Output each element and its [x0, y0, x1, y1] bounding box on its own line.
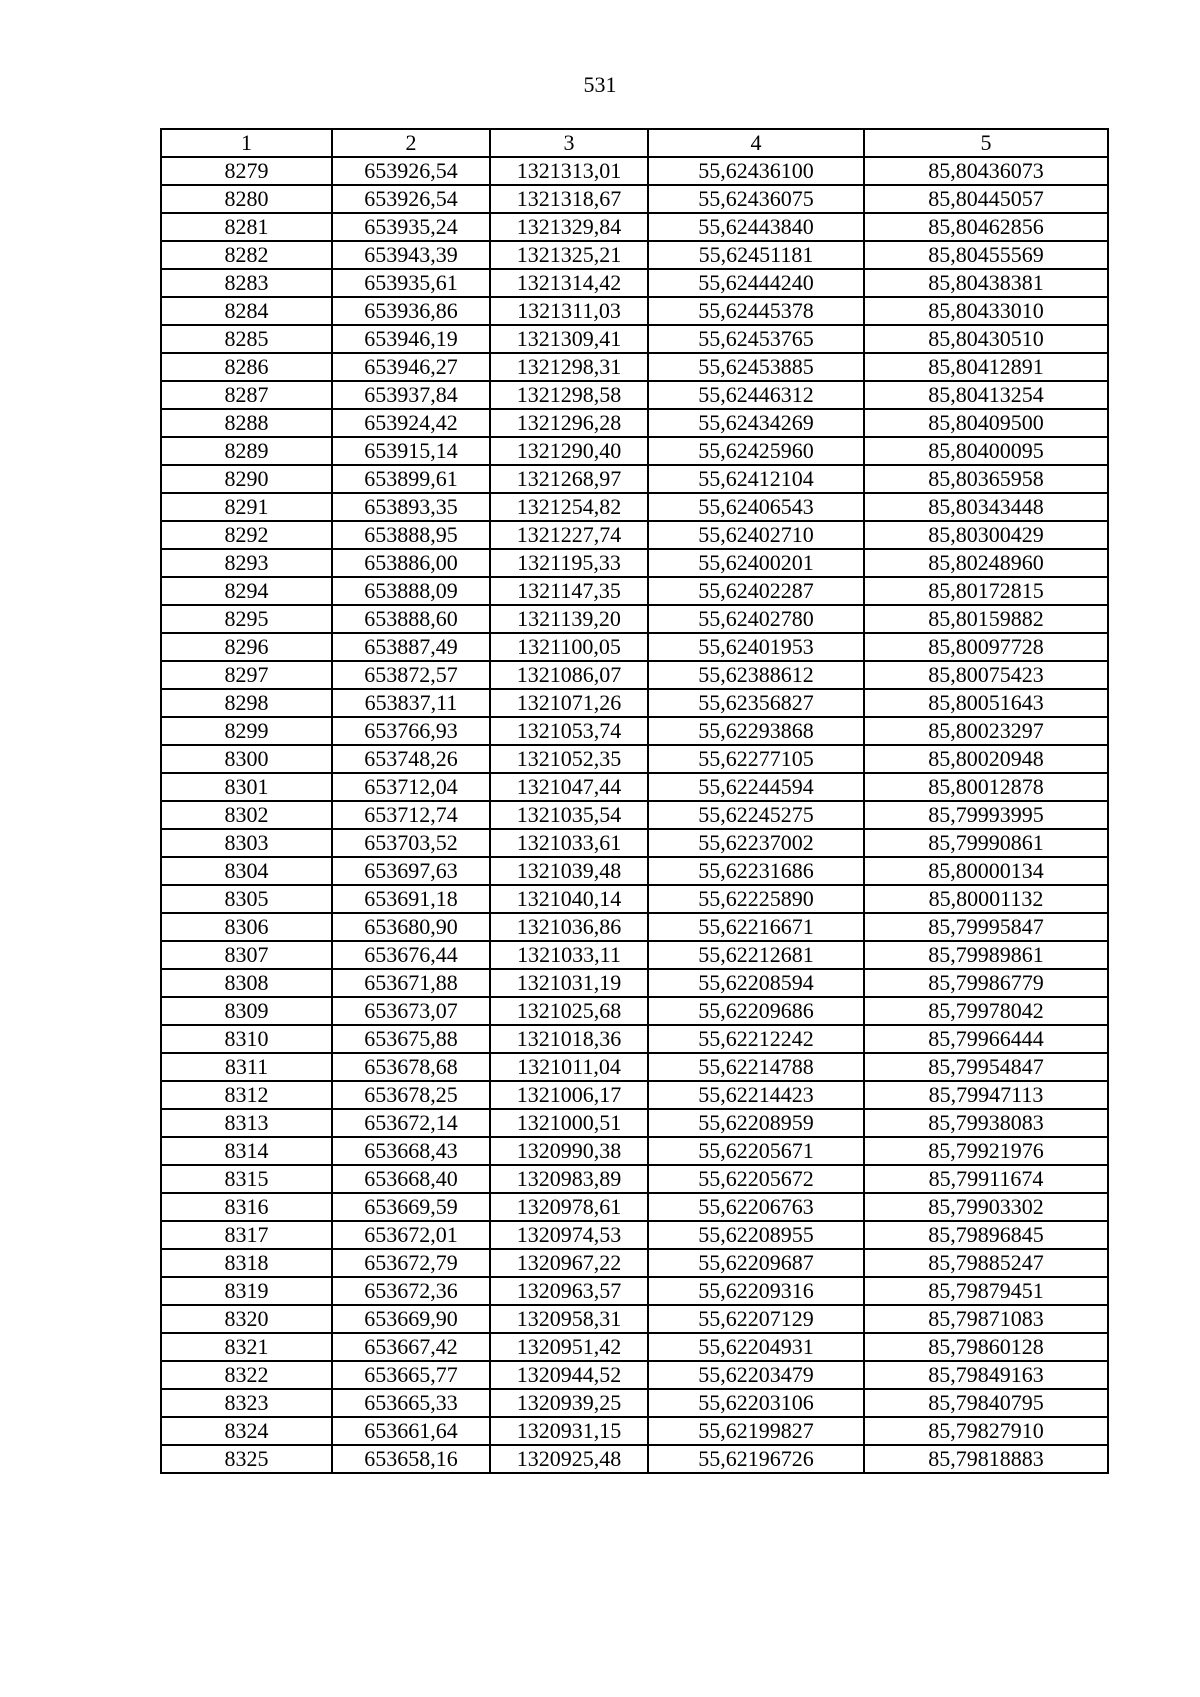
- table-row: [161, 465, 1108, 493]
- longitude-cell: 85,80433010: [864, 297, 1108, 325]
- table-row: [161, 941, 1108, 969]
- y-coordinate-cell: 1320990,38: [490, 1137, 648, 1165]
- x-coordinate-cell: 653668,40: [332, 1165, 490, 1193]
- longitude-cell: 85,80436073: [864, 157, 1108, 185]
- point-number-cell: 8294: [161, 577, 332, 605]
- latitude-cell: 55,62425960: [648, 437, 864, 465]
- point-number-cell: 8286: [161, 353, 332, 381]
- latitude-cell: 55,62444240: [648, 269, 864, 297]
- x-coordinate-cell: 653712,04: [332, 773, 490, 801]
- point-number-cell: 8299: [161, 717, 332, 745]
- point-number-cell: 8308: [161, 969, 332, 997]
- latitude-cell: 55,62356827: [648, 689, 864, 717]
- table-row: [161, 241, 1108, 269]
- table-row: [161, 745, 1108, 773]
- x-coordinate-cell: 653872,57: [332, 661, 490, 689]
- latitude-cell: 55,62436075: [648, 185, 864, 213]
- latitude-cell: 55,62199827: [648, 1417, 864, 1445]
- point-number-cell: 8314: [161, 1137, 332, 1165]
- y-coordinate-cell: 1321100,05: [490, 633, 648, 661]
- x-coordinate-cell: 653669,90: [332, 1305, 490, 1333]
- latitude-cell: 55,62216671: [648, 913, 864, 941]
- x-coordinate-cell: 653678,25: [332, 1081, 490, 1109]
- y-coordinate-cell: 1321329,84: [490, 213, 648, 241]
- longitude-cell: 85,80051643: [864, 689, 1108, 717]
- y-coordinate-cell: 1321318,67: [490, 185, 648, 213]
- longitude-cell: 85,79879451: [864, 1277, 1108, 1305]
- point-number-cell: 8279: [161, 157, 332, 185]
- point-number-cell: 8300: [161, 745, 332, 773]
- y-coordinate-cell: 1320983,89: [490, 1165, 648, 1193]
- x-coordinate-cell: 653887,49: [332, 633, 490, 661]
- table-row: [161, 801, 1108, 829]
- table-row: [161, 829, 1108, 857]
- latitude-cell: 55,62208959: [648, 1109, 864, 1137]
- latitude-cell: 55,62203106: [648, 1389, 864, 1417]
- longitude-cell: 85,80445057: [864, 185, 1108, 213]
- longitude-cell: 85,79938083: [864, 1109, 1108, 1137]
- point-number-cell: 8317: [161, 1221, 332, 1249]
- point-number-cell: 8312: [161, 1081, 332, 1109]
- x-coordinate-cell: 653680,90: [332, 913, 490, 941]
- table-body: [161, 157, 1108, 1473]
- x-coordinate-cell: 653697,63: [332, 857, 490, 885]
- point-number-cell: 8310: [161, 1025, 332, 1053]
- column-header: 1: [161, 129, 332, 157]
- longitude-cell: 85,79921976: [864, 1137, 1108, 1165]
- latitude-cell: 55,62209316: [648, 1277, 864, 1305]
- latitude-cell: 55,62402287: [648, 577, 864, 605]
- latitude-cell: 55,62209687: [648, 1249, 864, 1277]
- table-row: [161, 409, 1108, 437]
- longitude-cell: 85,79849163: [864, 1361, 1108, 1389]
- latitude-cell: 55,62451181: [648, 241, 864, 269]
- y-coordinate-cell: 1321268,97: [490, 465, 648, 493]
- x-coordinate-cell: 653691,18: [332, 885, 490, 913]
- latitude-cell: 55,62225890: [648, 885, 864, 913]
- longitude-cell: 85,80462856: [864, 213, 1108, 241]
- point-number-cell: 8303: [161, 829, 332, 857]
- latitude-cell: 55,62446312: [648, 381, 864, 409]
- column-header: 2: [332, 129, 490, 157]
- point-number-cell: 8283: [161, 269, 332, 297]
- table-row: [161, 1109, 1108, 1137]
- latitude-cell: 55,62212681: [648, 941, 864, 969]
- longitude-cell: 85,80455569: [864, 241, 1108, 269]
- table-row: [161, 213, 1108, 241]
- y-coordinate-cell: 1320967,22: [490, 1249, 648, 1277]
- y-coordinate-cell: 1320958,31: [490, 1305, 648, 1333]
- longitude-cell: 85,80023297: [864, 717, 1108, 745]
- latitude-cell: 55,62231686: [648, 857, 864, 885]
- latitude-cell: 55,62436100: [648, 157, 864, 185]
- point-number-cell: 8319: [161, 1277, 332, 1305]
- longitude-cell: 85,80172815: [864, 577, 1108, 605]
- table-row: [161, 1081, 1108, 1109]
- table-row: [161, 1361, 1108, 1389]
- y-coordinate-cell: 1321071,26: [490, 689, 648, 717]
- y-coordinate-cell: 1321254,82: [490, 493, 648, 521]
- longitude-cell: 85,79911674: [864, 1165, 1108, 1193]
- latitude-cell: 55,62214423: [648, 1081, 864, 1109]
- latitude-cell: 55,62412104: [648, 465, 864, 493]
- point-number-cell: 8280: [161, 185, 332, 213]
- longitude-cell: 85,79989861: [864, 941, 1108, 969]
- table-row: [161, 1445, 1108, 1473]
- point-number-cell: 8281: [161, 213, 332, 241]
- x-coordinate-cell: 653675,88: [332, 1025, 490, 1053]
- table-row: [161, 689, 1108, 717]
- point-number-cell: 8315: [161, 1165, 332, 1193]
- x-coordinate-cell: 653665,77: [332, 1361, 490, 1389]
- table-row: [161, 885, 1108, 913]
- x-coordinate-cell: 653672,36: [332, 1277, 490, 1305]
- table-row: [161, 913, 1108, 941]
- table-row: [161, 325, 1108, 353]
- table-row: [161, 381, 1108, 409]
- point-number-cell: 8292: [161, 521, 332, 549]
- y-coordinate-cell: 1321296,28: [490, 409, 648, 437]
- longitude-cell: 85,80438381: [864, 269, 1108, 297]
- x-coordinate-cell: 653886,00: [332, 549, 490, 577]
- latitude-cell: 55,62203479: [648, 1361, 864, 1389]
- longitude-cell: 85,80097728: [864, 633, 1108, 661]
- x-coordinate-cell: 653658,16: [332, 1445, 490, 1473]
- x-coordinate-cell: 653946,27: [332, 353, 490, 381]
- table-row: [161, 661, 1108, 689]
- table-row: [161, 1389, 1108, 1417]
- y-coordinate-cell: 1320974,53: [490, 1221, 648, 1249]
- y-coordinate-cell: 1321033,11: [490, 941, 648, 969]
- column-header: 5: [864, 129, 1108, 157]
- longitude-cell: 85,80413254: [864, 381, 1108, 409]
- longitude-cell: 85,79860128: [864, 1333, 1108, 1361]
- table-header-row: [161, 129, 1108, 157]
- longitude-cell: 85,80001132: [864, 885, 1108, 913]
- latitude-cell: 55,62402710: [648, 521, 864, 549]
- point-number-cell: 8288: [161, 409, 332, 437]
- table-row: [161, 157, 1108, 185]
- longitude-cell: 85,80248960: [864, 549, 1108, 577]
- point-number-cell: 8322: [161, 1361, 332, 1389]
- longitude-cell: 85,79990861: [864, 829, 1108, 857]
- x-coordinate-cell: 653766,93: [332, 717, 490, 745]
- table-row: [161, 437, 1108, 465]
- point-number-cell: 8306: [161, 913, 332, 941]
- x-coordinate-cell: 653703,52: [332, 829, 490, 857]
- latitude-cell: 55,62208594: [648, 969, 864, 997]
- table-row: [161, 549, 1108, 577]
- table-row: [161, 1025, 1108, 1053]
- x-coordinate-cell: 653676,44: [332, 941, 490, 969]
- longitude-cell: 85,80012878: [864, 773, 1108, 801]
- point-number-cell: 8311: [161, 1053, 332, 1081]
- latitude-cell: 55,62209686: [648, 997, 864, 1025]
- table-row: [161, 1277, 1108, 1305]
- latitude-cell: 55,62402780: [648, 605, 864, 633]
- x-coordinate-cell: 653935,24: [332, 213, 490, 241]
- x-coordinate-cell: 653888,95: [332, 521, 490, 549]
- point-number-cell: 8282: [161, 241, 332, 269]
- column-header: 4: [648, 129, 864, 157]
- x-coordinate-cell: 653926,54: [332, 185, 490, 213]
- latitude-cell: 55,62443840: [648, 213, 864, 241]
- table-row: [161, 1249, 1108, 1277]
- x-coordinate-cell: 653899,61: [332, 465, 490, 493]
- longitude-cell: 85,80075423: [864, 661, 1108, 689]
- table-row: [161, 1053, 1108, 1081]
- x-coordinate-cell: 653661,64: [332, 1417, 490, 1445]
- page-number: 531: [583, 72, 617, 97]
- y-coordinate-cell: 1321309,41: [490, 325, 648, 353]
- point-number-cell: 8324: [161, 1417, 332, 1445]
- table-row: [161, 857, 1108, 885]
- y-coordinate-cell: 1321139,20: [490, 605, 648, 633]
- y-coordinate-cell: 1321040,14: [490, 885, 648, 913]
- y-coordinate-cell: 1321000,51: [490, 1109, 648, 1137]
- x-coordinate-cell: 653924,42: [332, 409, 490, 437]
- y-coordinate-cell: 1321147,35: [490, 577, 648, 605]
- latitude-cell: 55,62277105: [648, 745, 864, 773]
- point-number-cell: 8325: [161, 1445, 332, 1473]
- point-number-cell: 8305: [161, 885, 332, 913]
- latitude-cell: 55,62196726: [648, 1445, 864, 1473]
- latitude-cell: 55,62434269: [648, 409, 864, 437]
- y-coordinate-cell: 1320951,42: [490, 1333, 648, 1361]
- y-coordinate-cell: 1320963,57: [490, 1277, 648, 1305]
- x-coordinate-cell: 653946,19: [332, 325, 490, 353]
- latitude-cell: 55,62406543: [648, 493, 864, 521]
- point-number-cell: 8287: [161, 381, 332, 409]
- longitude-cell: 85,79871083: [864, 1305, 1108, 1333]
- point-number-cell: 8298: [161, 689, 332, 717]
- y-coordinate-cell: 1321298,31: [490, 353, 648, 381]
- latitude-cell: 55,62206763: [648, 1193, 864, 1221]
- point-number-cell: 8301: [161, 773, 332, 801]
- y-coordinate-cell: 1320978,61: [490, 1193, 648, 1221]
- y-coordinate-cell: 1321039,48: [490, 857, 648, 885]
- x-coordinate-cell: 653669,59: [332, 1193, 490, 1221]
- longitude-cell: 85,79827910: [864, 1417, 1108, 1445]
- y-coordinate-cell: 1321006,17: [490, 1081, 648, 1109]
- latitude-cell: 55,62205672: [648, 1165, 864, 1193]
- x-coordinate-cell: 653937,84: [332, 381, 490, 409]
- y-coordinate-cell: 1320944,52: [490, 1361, 648, 1389]
- latitude-cell: 55,62212242: [648, 1025, 864, 1053]
- table-row: [161, 297, 1108, 325]
- coordinates-table: [160, 128, 1109, 1474]
- column-header: 3: [490, 129, 648, 157]
- table-row: [161, 1137, 1108, 1165]
- latitude-cell: 55,62293868: [648, 717, 864, 745]
- x-coordinate-cell: 653935,61: [332, 269, 490, 297]
- y-coordinate-cell: 1321195,33: [490, 549, 648, 577]
- point-number-cell: 8284: [161, 297, 332, 325]
- longitude-cell: 85,79818883: [864, 1445, 1108, 1473]
- x-coordinate-cell: 653936,86: [332, 297, 490, 325]
- point-number-cell: 8285: [161, 325, 332, 353]
- x-coordinate-cell: 653943,39: [332, 241, 490, 269]
- x-coordinate-cell: 653712,74: [332, 801, 490, 829]
- table-row: [161, 1193, 1108, 1221]
- point-number-cell: 8297: [161, 661, 332, 689]
- latitude-cell: 55,62237002: [648, 829, 864, 857]
- x-coordinate-cell: 653837,11: [332, 689, 490, 717]
- x-coordinate-cell: 653672,79: [332, 1249, 490, 1277]
- latitude-cell: 55,62388612: [648, 661, 864, 689]
- point-number-cell: 8316: [161, 1193, 332, 1221]
- table-row: [161, 185, 1108, 213]
- latitude-cell: 55,62245275: [648, 801, 864, 829]
- longitude-cell: 85,80020948: [864, 745, 1108, 773]
- x-coordinate-cell: 653888,09: [332, 577, 490, 605]
- table-row: [161, 773, 1108, 801]
- longitude-cell: 85,79885247: [864, 1249, 1108, 1277]
- y-coordinate-cell: 1321011,04: [490, 1053, 648, 1081]
- y-coordinate-cell: 1321018,36: [490, 1025, 648, 1053]
- latitude-cell: 55,62204931: [648, 1333, 864, 1361]
- point-number-cell: 8296: [161, 633, 332, 661]
- point-number-cell: 8307: [161, 941, 332, 969]
- y-coordinate-cell: 1321052,35: [490, 745, 648, 773]
- longitude-cell: 85,79995847: [864, 913, 1108, 941]
- point-number-cell: 8304: [161, 857, 332, 885]
- longitude-cell: 85,80400095: [864, 437, 1108, 465]
- x-coordinate-cell: 653915,14: [332, 437, 490, 465]
- y-coordinate-cell: 1321290,40: [490, 437, 648, 465]
- longitude-cell: 85,80343448: [864, 493, 1108, 521]
- y-coordinate-cell: 1321298,58: [490, 381, 648, 409]
- latitude-cell: 55,62207129: [648, 1305, 864, 1333]
- longitude-cell: 85,79966444: [864, 1025, 1108, 1053]
- table-row: [161, 1417, 1108, 1445]
- point-number-cell: 8309: [161, 997, 332, 1025]
- y-coordinate-cell: 1321025,68: [490, 997, 648, 1025]
- y-coordinate-cell: 1321047,44: [490, 773, 648, 801]
- y-coordinate-cell: 1321311,03: [490, 297, 648, 325]
- y-coordinate-cell: 1321031,19: [490, 969, 648, 997]
- point-number-cell: 8323: [161, 1389, 332, 1417]
- longitude-cell: 85,79903302: [864, 1193, 1108, 1221]
- x-coordinate-cell: 653665,33: [332, 1389, 490, 1417]
- latitude-cell: 55,62244594: [648, 773, 864, 801]
- table-row: [161, 605, 1108, 633]
- latitude-cell: 55,62453885: [648, 353, 864, 381]
- point-number-cell: 8320: [161, 1305, 332, 1333]
- longitude-cell: 85,79840795: [864, 1389, 1108, 1417]
- table-row: [161, 997, 1108, 1025]
- y-coordinate-cell: 1320939,25: [490, 1389, 648, 1417]
- y-coordinate-cell: 1321314,42: [490, 269, 648, 297]
- x-coordinate-cell: 653672,01: [332, 1221, 490, 1249]
- longitude-cell: 85,79947113: [864, 1081, 1108, 1109]
- x-coordinate-cell: 653668,43: [332, 1137, 490, 1165]
- longitude-cell: 85,80412891: [864, 353, 1108, 381]
- longitude-cell: 85,80365958: [864, 465, 1108, 493]
- table-row: [161, 1221, 1108, 1249]
- table-row: [161, 493, 1108, 521]
- longitude-cell: 85,80409500: [864, 409, 1108, 437]
- latitude-cell: 55,62400201: [648, 549, 864, 577]
- longitude-cell: 85,79986779: [864, 969, 1108, 997]
- y-coordinate-cell: 1321033,61: [490, 829, 648, 857]
- table-row: [161, 633, 1108, 661]
- y-coordinate-cell: 1320931,15: [490, 1417, 648, 1445]
- point-number-cell: 8289: [161, 437, 332, 465]
- longitude-cell: 85,79978042: [864, 997, 1108, 1025]
- longitude-cell: 85,79993995: [864, 801, 1108, 829]
- point-number-cell: 8313: [161, 1109, 332, 1137]
- longitude-cell: 85,79896845: [864, 1221, 1108, 1249]
- longitude-cell: 85,79954847: [864, 1053, 1108, 1081]
- point-number-cell: 8321: [161, 1333, 332, 1361]
- y-coordinate-cell: 1321053,74: [490, 717, 648, 745]
- longitude-cell: 85,80000134: [864, 857, 1108, 885]
- table-row: [161, 269, 1108, 297]
- latitude-cell: 55,62205671: [648, 1137, 864, 1165]
- point-number-cell: 8302: [161, 801, 332, 829]
- x-coordinate-cell: 653888,60: [332, 605, 490, 633]
- latitude-cell: 55,62453765: [648, 325, 864, 353]
- x-coordinate-cell: 653667,42: [332, 1333, 490, 1361]
- x-coordinate-cell: 653926,54: [332, 157, 490, 185]
- y-coordinate-cell: 1321325,21: [490, 241, 648, 269]
- y-coordinate-cell: 1321086,07: [490, 661, 648, 689]
- table-row: [161, 353, 1108, 381]
- latitude-cell: 55,62214788: [648, 1053, 864, 1081]
- point-number-cell: 8290: [161, 465, 332, 493]
- x-coordinate-cell: 653678,68: [332, 1053, 490, 1081]
- latitude-cell: 55,62401953: [648, 633, 864, 661]
- table-row: [161, 521, 1108, 549]
- table-row: [161, 717, 1108, 745]
- x-coordinate-cell: 653893,35: [332, 493, 490, 521]
- table-row: [161, 1165, 1108, 1193]
- latitude-cell: 55,62445378: [648, 297, 864, 325]
- point-number-cell: 8318: [161, 1249, 332, 1277]
- y-coordinate-cell: 1321227,74: [490, 521, 648, 549]
- y-coordinate-cell: 1321313,01: [490, 157, 648, 185]
- longitude-cell: 85,80300429: [864, 521, 1108, 549]
- longitude-cell: 85,80159882: [864, 605, 1108, 633]
- point-number-cell: 8295: [161, 605, 332, 633]
- table-row: [161, 577, 1108, 605]
- point-number-cell: 8291: [161, 493, 332, 521]
- y-coordinate-cell: 1320925,48: [490, 1445, 648, 1473]
- table-row: [161, 1333, 1108, 1361]
- x-coordinate-cell: 653748,26: [332, 745, 490, 773]
- point-number-cell: 8293: [161, 549, 332, 577]
- x-coordinate-cell: 653673,07: [332, 997, 490, 1025]
- longitude-cell: 85,80430510: [864, 325, 1108, 353]
- latitude-cell: 55,62208955: [648, 1221, 864, 1249]
- table-row: [161, 969, 1108, 997]
- table-row: [161, 1305, 1108, 1333]
- y-coordinate-cell: 1321035,54: [490, 801, 648, 829]
- x-coordinate-cell: 653671,88: [332, 969, 490, 997]
- y-coordinate-cell: 1321036,86: [490, 913, 648, 941]
- x-coordinate-cell: 653672,14: [332, 1109, 490, 1137]
